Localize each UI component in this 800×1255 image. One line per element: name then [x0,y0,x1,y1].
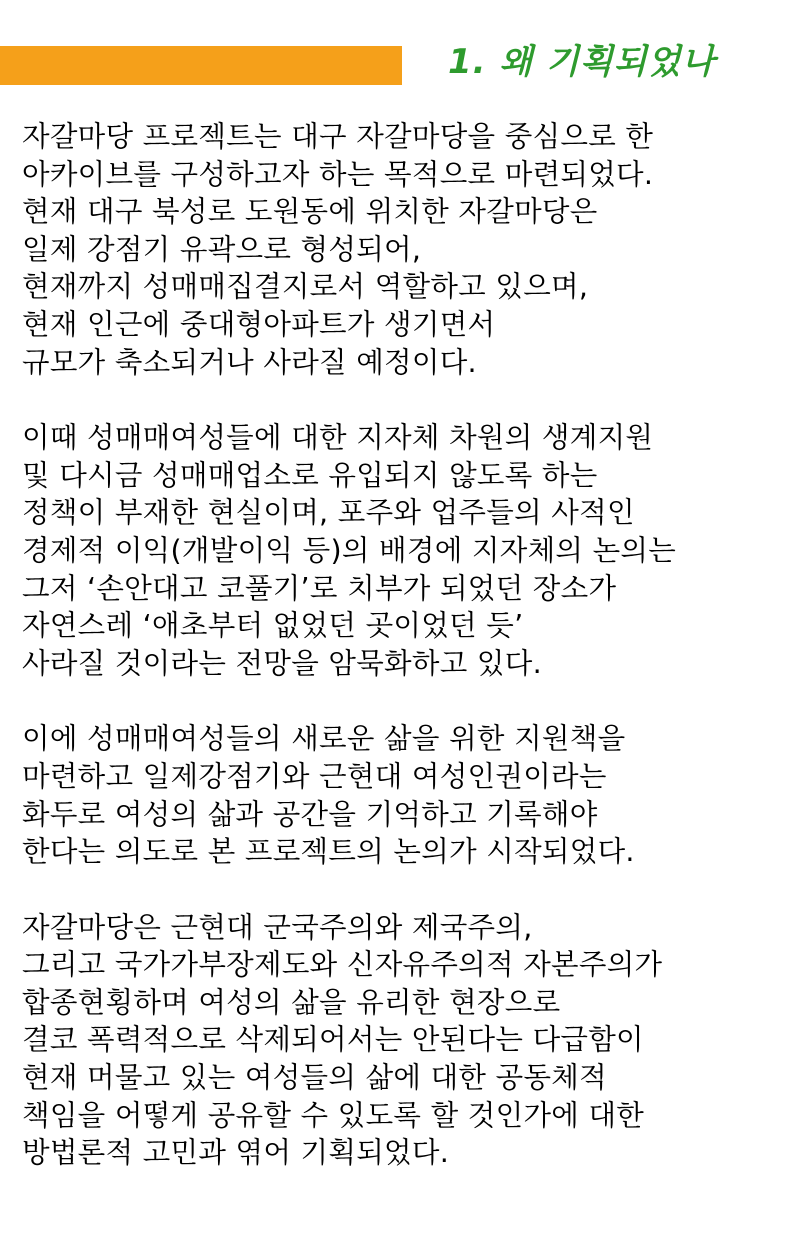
text-line: 정책이 부재한 현실이며, 포주와 업주들의 사적인 [22,496,635,530]
paragraph-1 [22,118,792,381]
text-line: 현재 머물고 있는 여성들의 삶에 대한 공동체적 [22,1061,607,1095]
header-accent-bar [0,46,402,85]
text-line: 그리고 국가가부장제도와 신자유주의적 자본주의가 [22,948,663,982]
text-line: 마련하고 일제강점기와 근현대 여성인권이라는 [22,759,607,793]
text-line: 현재 대구 북성로 도원동에 위치한 자갈마당은 [22,195,598,229]
text-line: 규모가 축소되거나 사라질 예정이다. [22,345,477,379]
text-line: 책임을 어떻게 공유할 수 있도록 할 것인가에 대한 [22,1098,645,1132]
text-line: 및 다시금 성매매업소로 유입되지 않도록 하는 [22,458,598,492]
text-line: 방법론적 고민과 엮어 기획되었다. [22,1136,450,1170]
text-line: 그저 ‘손안대고 코풀기’로 치부가 되었던 장소가 [22,571,617,605]
text-line: 결코 폭력적으로 삭제되어서는 안된다는 다급함이 [22,1023,644,1057]
paragraph-2 [22,419,792,682]
body-text [22,118,792,1210]
text-line: 한다는 의도로 본 프로젝트의 논의가 시작되었다. [22,835,635,869]
paragraph-4 [22,909,792,1172]
text-line: 자갈마당 프로젝트는 대구 자갈마당을 중심으로 한 [22,120,654,153]
text-line: 화두로 여성의 삶과 공간을 기억하고 기록해야 [22,797,598,831]
text-line: 자갈마당은 근현대 군국주의와 제국주의, [22,910,533,944]
text-line: 경제적 이익(개발이익 등)의 배경에 지자체의 논의는 [22,533,677,567]
text-line: 아카이브를 구성하고자 하는 목적으로 마련되었다. [22,157,654,191]
text-line: 이때 성매매여성들에 대한 지자체 차원의 생계지원 [22,421,654,455]
text-line: 일제 강점기 유곽으로 형성되어, [22,232,422,266]
text-line: 사라질 것이라는 전망을 암묵화하고 있다. [22,646,542,680]
paragraph-3 [22,720,792,870]
text-line: 현재 인근에 중대형아파트가 생기면서 [22,307,496,341]
section-title: 1. 왜 기획되었나 [448,42,716,82]
text-line: 합종현횡하며 여성의 삶을 유리한 현장으로 [22,985,561,1019]
text-line: 이에 성매매여성들의 새로운 삶을 위한 지원책을 [22,722,626,756]
text-line: 현재까지 성매매집결지로서 역할하고 있으며, [22,270,589,304]
text-line: 자연스레 ‘애초부터 없었던 곳이었던 듯’ [22,609,524,643]
